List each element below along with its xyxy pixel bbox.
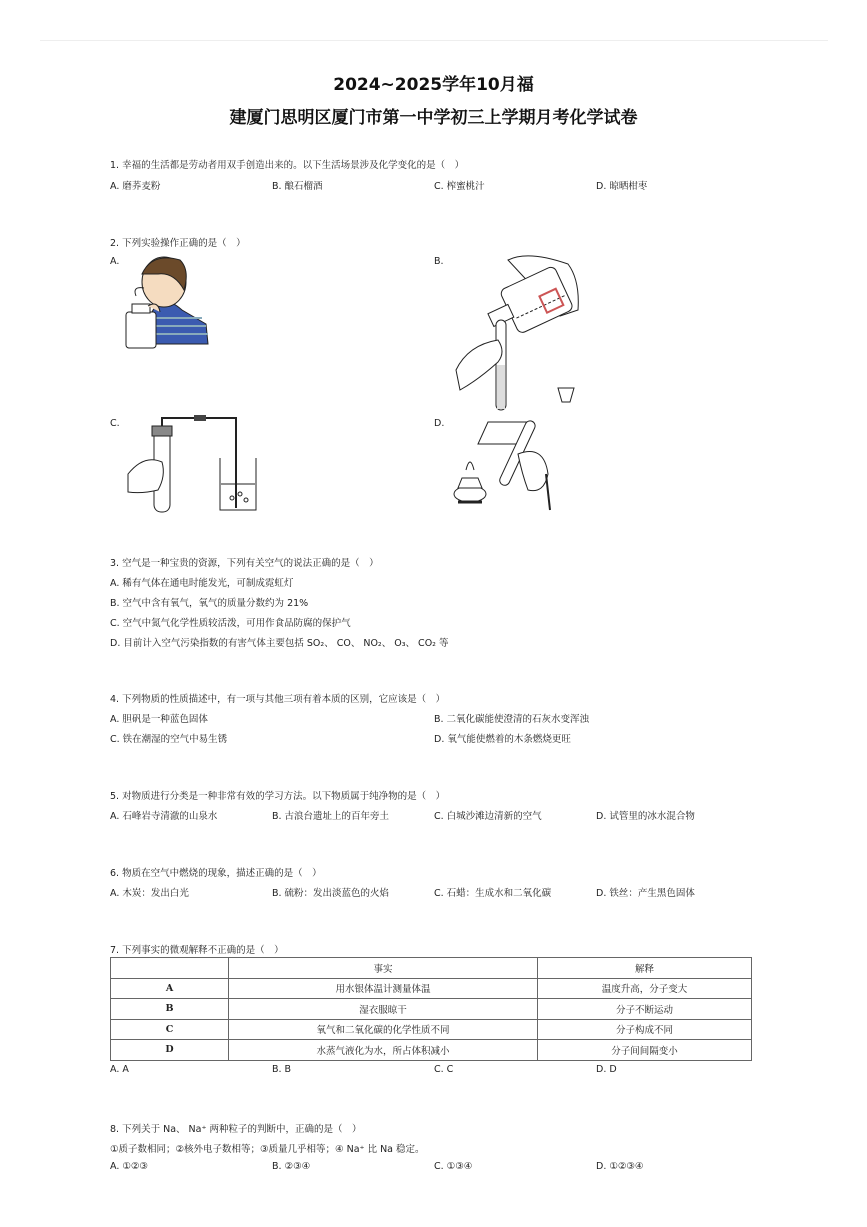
question-6-stem: 6. 物质在空气中燃烧的现象，描述正确的是（ ） <box>110 868 322 879</box>
q7-option-b[interactable]: B. B <box>272 1064 292 1075</box>
q2-option-b[interactable]: B. <box>434 256 444 267</box>
table-header-cell: 解释 <box>538 958 752 979</box>
q6-option-a[interactable]: A. 木炭：发出白光 <box>110 888 189 899</box>
q1-option-d[interactable]: D. 晾晒柑枣 <box>596 181 648 192</box>
question-8-stem: 8. 下列关于 Na、 Na⁺ 两种粒子的判断中，正确的是（ ） <box>110 1124 362 1135</box>
smelling-gas-image <box>122 252 212 352</box>
q8-option-a[interactable]: A. ①②③ <box>110 1161 148 1172</box>
table-cell: B <box>111 999 229 1020</box>
q7-option-c[interactable]: C. C <box>434 1064 454 1075</box>
q5-option-c[interactable]: C. 白城沙滩边清新的空气 <box>434 811 542 822</box>
table-cell: 水蒸气液化为水，所占体积减小 <box>229 1040 538 1061</box>
table-cell: D <box>111 1040 229 1061</box>
q6-option-c[interactable]: C. 石蜡：生成水和二氧化碳 <box>434 888 552 899</box>
question-2-stem: 2. 下列实验操作正确的是（ ） <box>110 238 246 249</box>
q1-option-b[interactable]: B. 酿石榴酒 <box>272 181 323 192</box>
q7-option-d[interactable]: D. D <box>596 1064 617 1075</box>
table-header-row <box>111 958 752 979</box>
top-divider <box>40 40 828 41</box>
heating-test-tube-image <box>448 414 568 514</box>
q7-option-a[interactable]: A. A <box>110 1064 129 1075</box>
table-row <box>111 1019 752 1040</box>
table-cell: 分子构成不同 <box>538 1019 752 1040</box>
q3-option-b[interactable]: B. 空气中含有氧气，氧气的质量分数约为 21% <box>110 598 309 609</box>
question-5-stem: 5. 对物质进行分类是一种非常有效的学习方法。以下物质属于纯净物的是（ ） <box>110 791 446 802</box>
q4-option-c[interactable]: C. 铁在潮湿的空气中易生锈 <box>110 734 228 745</box>
table-cell: A <box>111 978 229 999</box>
q8-option-c[interactable]: C. ①③④ <box>434 1161 473 1172</box>
facts-table <box>110 957 752 1061</box>
q4-option-a[interactable]: A. 胆矾是一种蓝色固体 <box>110 714 208 725</box>
question-3-stem: 3. 空气是一种宝贵的资源，下列有关空气的说法正确的是（ ） <box>110 558 379 569</box>
table-cell: 用水银体温计测量体温 <box>229 978 538 999</box>
table-row <box>111 978 752 999</box>
question-7-stem: 7. 下列事实的微观解释不正确的是（ ） <box>110 945 284 956</box>
q3-option-c[interactable]: C. 空气中氮气化学性质较活泼，可用作食品防腐的保护气 <box>110 618 351 629</box>
table-header-cell: 事实 <box>229 958 538 979</box>
q2-option-a[interactable]: A. <box>110 256 120 267</box>
question-8-statements: ①质子数相同；②核外电子数相等；③质量几乎相等；④ Na⁺ 比 Na 稳定。 <box>110 1144 425 1155</box>
q2-option-c[interactable]: C. <box>110 418 120 429</box>
page-title-line2: 建厦门思明区厦门市第一中学初三上学期月考化学试卷 <box>229 108 638 128</box>
question-1-stem: 1. 幸福的生活都是劳动者用双手创造出来的。以下生活场景涉及化学变化的是（ ） <box>110 160 465 171</box>
table-cell: 分子间间隔变小 <box>538 1040 752 1061</box>
table-row <box>111 999 752 1020</box>
q3-option-d[interactable]: D. 目前计入空气污染指数的有害气体主要包括 SO₂、 CO、 NO₂、 O₃、 CO₂ 等 <box>110 638 449 649</box>
pouring-liquid-image <box>448 250 588 415</box>
question-4-stem: 4. 下列物质的性质描述中，有一项与其他三项有着本质的区别，它应该是（ ） <box>110 694 446 705</box>
q8-option-d[interactable]: D. ①②③④ <box>596 1161 644 1172</box>
table-row <box>111 1040 752 1061</box>
airtightness-check-image <box>124 414 264 514</box>
q2-option-d[interactable]: D. <box>434 418 445 429</box>
q4-option-d[interactable]: D. 氧气能使燃着的木条燃烧更旺 <box>434 734 571 745</box>
q3-option-a[interactable]: A. 稀有气体在通电时能发光，可制成霓虹灯 <box>110 578 294 589</box>
q6-option-b[interactable]: B. 硫粉：发出淡蓝色的火焰 <box>272 888 390 899</box>
q5-option-b[interactable]: B. 古浪台遗址上的百年旁土 <box>272 811 390 822</box>
q4-option-b[interactable]: B. 二氧化碳能使澄清的石灰水变浑浊 <box>434 714 590 725</box>
q8-option-b[interactable]: B. ②③④ <box>272 1161 311 1172</box>
q1-option-a[interactable]: A. 磨荞麦粉 <box>110 181 161 192</box>
table-cell: 分子不断运动 <box>538 999 752 1020</box>
table-cell: C <box>111 1019 229 1040</box>
table-header-cell <box>111 958 229 979</box>
q5-option-a[interactable]: A. 石峰岩寺清澈的山泉水 <box>110 811 218 822</box>
q5-option-d[interactable]: D. 试管里的冰水混合物 <box>596 811 695 822</box>
table-cell: 温度升高，分子变大 <box>538 978 752 999</box>
page-title-line1: 2024~2025学年10月福 <box>333 75 534 95</box>
q1-option-c[interactable]: C. 榨蜜桃汁 <box>434 181 485 192</box>
table-cell: 湿衣服晾干 <box>229 999 538 1020</box>
table-cell: 氧气和二氧化碳的化学性质不同 <box>229 1019 538 1040</box>
q6-option-d[interactable]: D. 铁丝：产生黑色固体 <box>596 888 695 899</box>
